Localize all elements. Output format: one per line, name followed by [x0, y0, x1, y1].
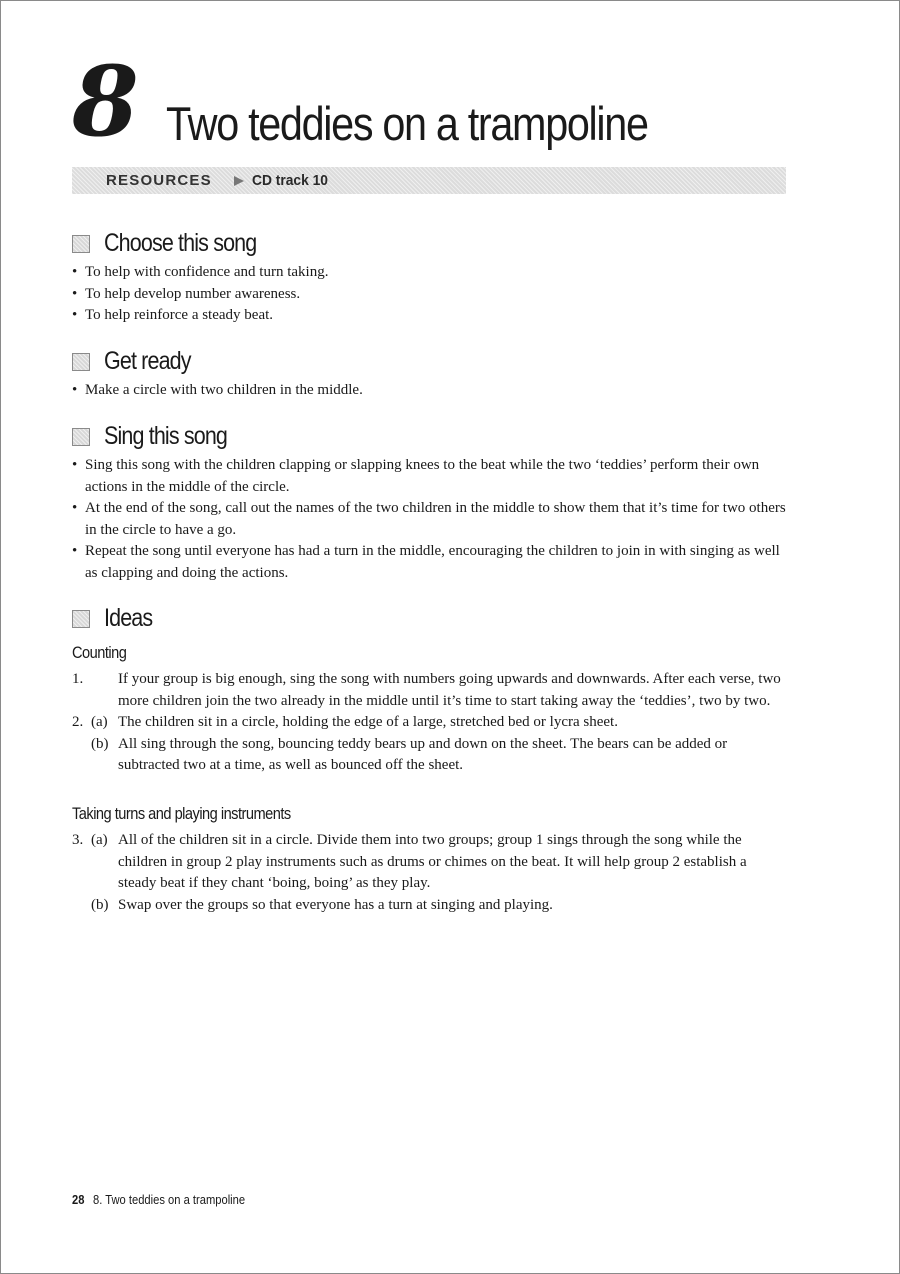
play-arrow-icon — [234, 176, 244, 186]
item-text: If your group is big enough, sing the song with numbers going upwards and downwards. After each verse, two more children join the two already in the middle until it’s time to start taking away the ‘teddies’, two by two. — [118, 671, 781, 709]
resources-label: RESOURCES — [106, 172, 212, 189]
counting-list — [72, 669, 786, 777]
item-text: All sing through the song, bouncing teddy bears up and down on the sheet. The bears can be added or subtracted two at a time, as well as bounced off the sheet. — [118, 735, 728, 773]
list-item — [72, 734, 786, 777]
choose-list — [72, 262, 786, 327]
list-item: • To help develop number awareness. — [72, 284, 786, 306]
resources-bar — [72, 167, 786, 194]
list-item: • Sing this song with the children clapping or slapping knees to the beat while the two ‘teddies’ perform their own actions in the middle of the circle. — [72, 455, 786, 498]
item-text: Swap over the groups so that everyone has a turn at singing and playing. — [118, 896, 553, 913]
item-sub-label: (b) — [91, 896, 109, 913]
subheading-counting: Counting — [72, 643, 127, 662]
section-heading-text: Ideas — [104, 604, 153, 632]
footer-title: 8. Two teddies on a trampoline — [93, 1192, 246, 1207]
item-sub-label: (b) — [91, 735, 109, 752]
item-text: All of the children sit in a circle. Divide them into two groups; group 1 sings through the song while the children in group 2 play instruments such as drums or chimes on the beat. It will help group 2 establish a steady beat if they chant ‘boing, boing’ as they play. — [118, 832, 747, 891]
turns-list — [72, 830, 786, 916]
page-footer — [72, 1191, 245, 1209]
item-sub-label: (a) — [91, 714, 108, 730]
item-text: The children sit in a circle, holding the edge of a large, stretched bed or lycra sheet. — [118, 714, 618, 730]
list-item: • Make a circle with two children in the middle. — [72, 380, 786, 402]
list-item: • To help with confidence and turn taking. — [72, 262, 786, 284]
sing-list — [72, 455, 786, 584]
list-item: • At the end of the song, call out the names of the two children in the middle to show them that it’s time for two others in the circle to have a go. — [72, 498, 786, 541]
section-heading-text: Get ready — [104, 347, 191, 375]
checkbox-icon — [72, 353, 90, 371]
list-item — [72, 895, 786, 917]
page-number: 28 — [72, 1192, 85, 1207]
item-number: 3. — [72, 832, 84, 848]
checkbox-icon — [72, 610, 90, 628]
page-title: Two teddies on a trampoline — [166, 97, 648, 150]
resources-value: CD track 10 — [252, 172, 328, 189]
list-item: • Repeat the song until everyone has had a turn in the middle, encouraging the children to join in with singing as well as clapping and doing the actions. — [72, 541, 786, 584]
chapter-number: 8 — [72, 45, 137, 158]
checkbox-icon — [72, 235, 90, 253]
item-number: 1. — [72, 671, 84, 687]
list-item — [72, 712, 786, 734]
item-number: 2. — [72, 714, 84, 730]
item-sub-label: (a) — [91, 832, 108, 848]
subheading-turns: Taking turns and playing instruments — [72, 804, 291, 823]
section-heading-text: Choose this song — [104, 229, 257, 257]
checkbox-icon — [72, 428, 90, 446]
ready-list — [72, 380, 786, 402]
section-heading-text: Sing this song — [104, 422, 228, 450]
list-item — [72, 669, 786, 712]
list-item — [72, 830, 786, 895]
list-item: • To help reinforce a steady beat. — [72, 305, 786, 327]
